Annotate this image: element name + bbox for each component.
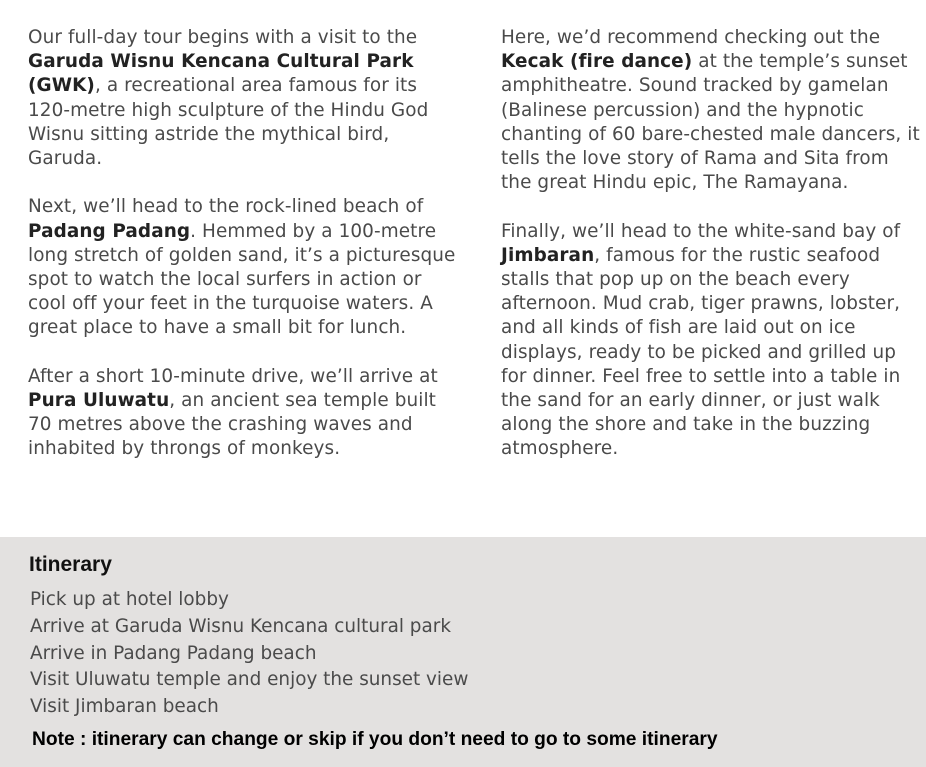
list-item: Visit Uluwatu temple and enjoy the sunset view xyxy=(30,669,469,691)
paragraph-gwk: Our full-day tour begins with a visit to the Garuda Wisnu Kencana Cultural Park (GWK), a recreational area famous for its 120-metre high sculpture of the Hindu God Wisnu sitting astride the mythical bird, Garuda. xyxy=(28,27,429,170)
place-name: Kecak (fire dance) xyxy=(501,51,693,73)
place-name: Garuda Wisnu Kencana Cultural Park (GWK) xyxy=(28,51,414,97)
itinerary-panel xyxy=(0,537,926,767)
place-name: Pura Uluwatu xyxy=(28,390,170,412)
place-name: Padang Padang xyxy=(28,220,191,242)
paragraph-jimbaran: Finally, we’ll head to the white-sand bay of Jimbaran, famous for the rustic seafood stalls that pop up on the beach every afternoon. Mud crab, tiger prawns, lobster, and all kinds of fish are laid out on ice displays, ready to be picked and grilled up for dinner. Feel free to settle into a table in the sand for an early dinner, or just walk along the shore and take in the buzzing atmosphere. xyxy=(501,220,901,460)
description-left-column xyxy=(28,26,458,486)
itinerary-title: Itinerary xyxy=(29,553,112,576)
paragraph-uluwatu: After a short 10-minute drive, we’ll arrive at Pura Uluwatu, an ancient sea temple built 70 metres above the crashing waves and inhabited by throngs of monkeys. xyxy=(28,365,438,460)
list-item: Arrive at Garuda Wisnu Kencana cultural park xyxy=(30,615,451,637)
list-item: Arrive in Padang Padang beach xyxy=(30,642,317,664)
description-right-column xyxy=(501,26,921,486)
list-item: Visit Jimbaran beach xyxy=(30,696,219,718)
paragraph-kecak: Here, we’d recommend checking out the Kecak (fire dance) at the temple’s sunset amphitheatre. Sound tracked by gamelan (Balinese percussion) and the hypnotic chanting of 60 bare-chested male dancers, it tells the love story of Rama and Sita from the great Hindu epic, The Ramayana. xyxy=(501,27,920,194)
paragraph-padang-padang: Next, we’ll head to the rock-lined beach of Padang Padang. Hemmed by a 100-metre long stretch of golden sand, it’s a picturesque spot to watch the local surfers in action or cool off your feet in the turquoise waters. A great place to have a small bit for lunch. xyxy=(28,196,456,339)
list-item: Pick up at hotel lobby xyxy=(30,589,229,610)
itinerary-list xyxy=(30,587,468,721)
place-name: Jimbaran xyxy=(501,244,595,266)
itinerary-note: Note : itinerary can change or skip if you don’t need to go to some itinerary xyxy=(32,729,718,750)
